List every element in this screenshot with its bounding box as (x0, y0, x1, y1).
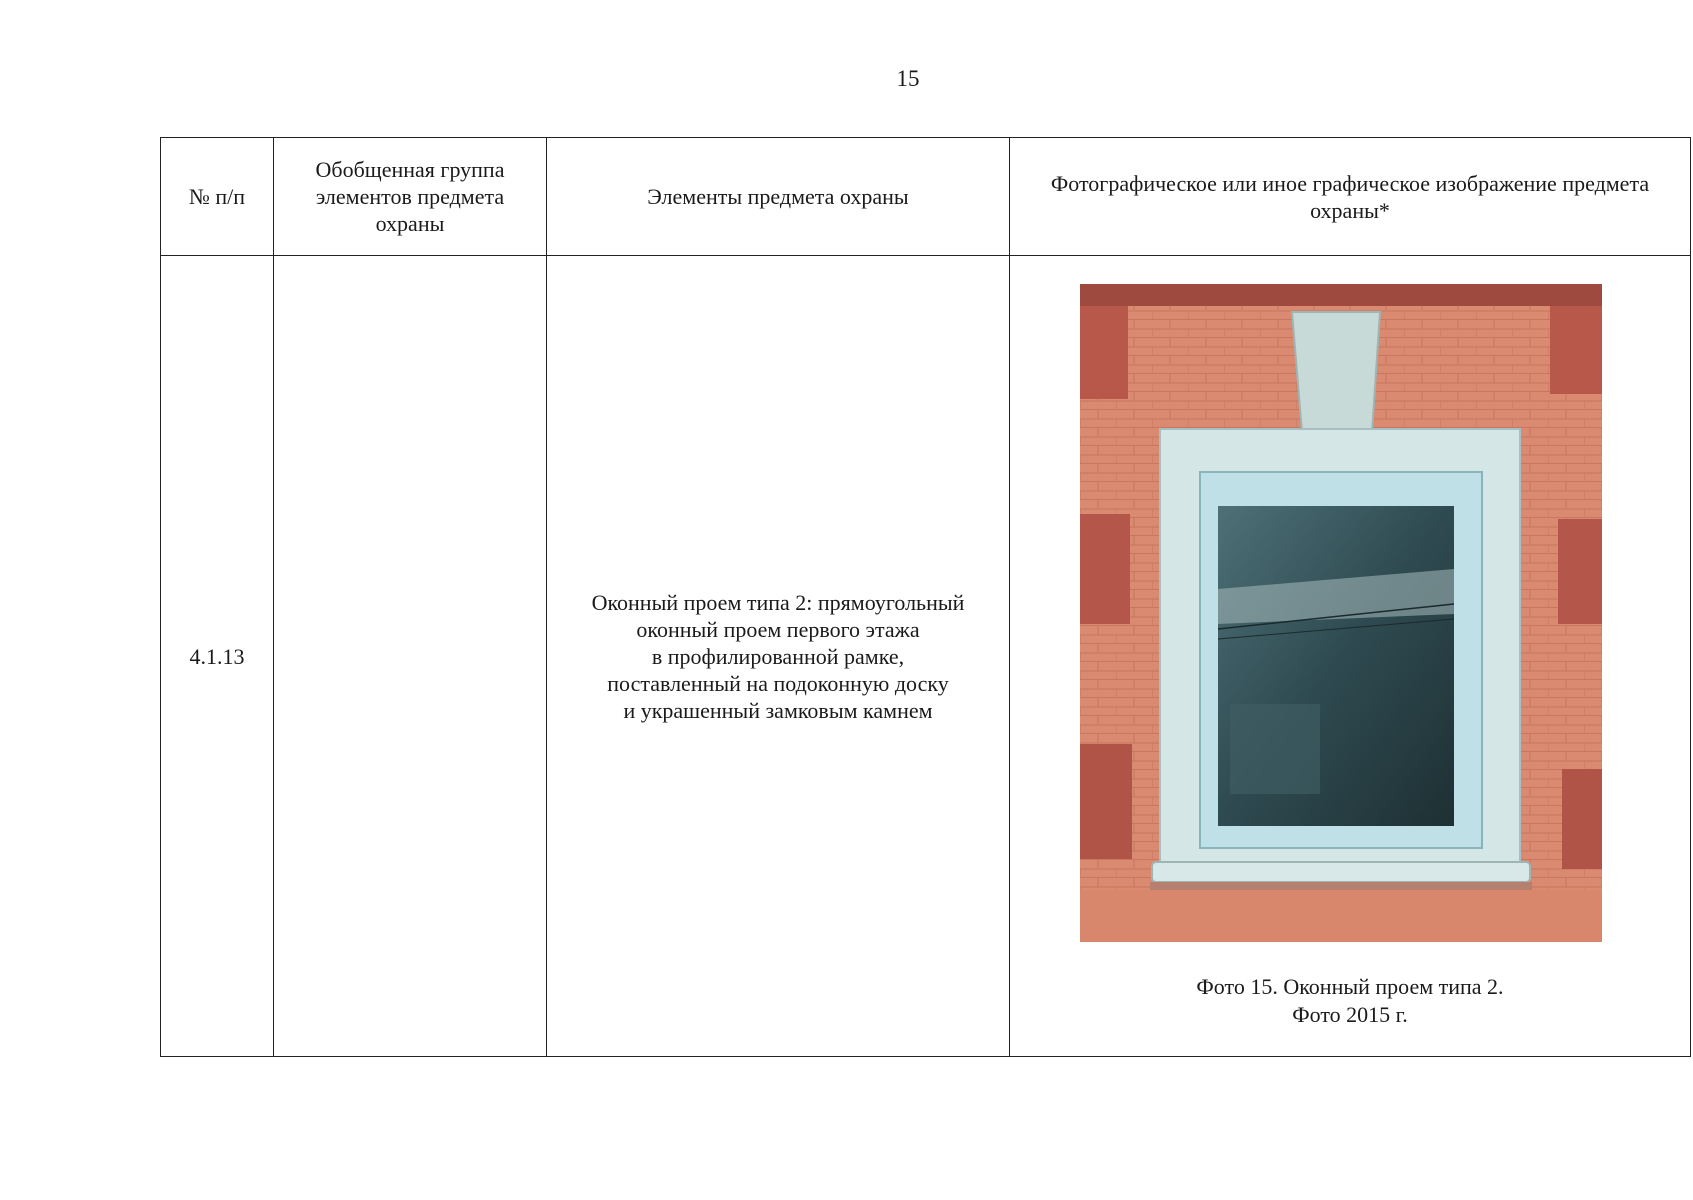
elements-line: в профилированной рамке, (651, 643, 905, 669)
elements-line: и украшенный замковым камнем (623, 697, 933, 723)
protection-table (160, 137, 1691, 1057)
page-number: 15 (896, 66, 920, 91)
elements-line: поставленный на подоконную доску (607, 670, 949, 696)
row-group (274, 256, 547, 1057)
table-header-row (161, 138, 1691, 256)
header-photo: Фотографическое или иное графическое изображение предмета охраны* (1010, 138, 1691, 256)
header-number: № п/п (161, 138, 274, 256)
elements-line: оконный проем первого этажа (636, 616, 920, 642)
row-photo (1010, 256, 1691, 1057)
header-elements: Элементы предмета охраны (547, 138, 1010, 256)
photo-caption (1010, 973, 1690, 1029)
elements-line: Оконный проем типа 2: прямоугольный (591, 589, 965, 615)
photo-caption-line: Фото 15. Оконный проем типа 2. (1196, 974, 1504, 999)
row-number: 4.1.13 (161, 256, 274, 1057)
row-elements (547, 256, 1010, 1057)
header-group: Обобщенная группа элементов предмета охраны (274, 138, 547, 256)
window-photo-image (1080, 284, 1602, 942)
window-photo (1080, 284, 1602, 942)
table-row (161, 256, 1691, 1057)
photo-caption-line: Фото 2015 г. (1292, 1002, 1408, 1027)
